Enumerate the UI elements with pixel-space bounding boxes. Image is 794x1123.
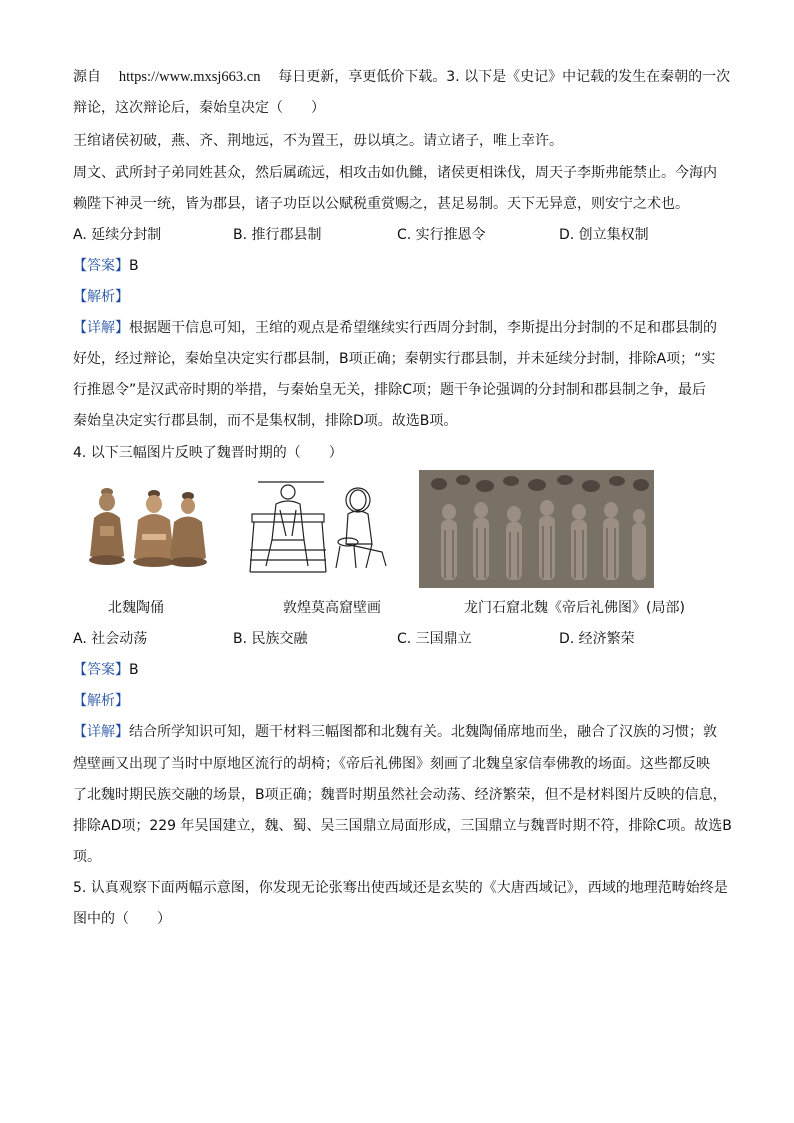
detail-label: 【详解】 bbox=[73, 320, 129, 336]
q3-stem-line-1 bbox=[73, 67, 730, 87]
q4-detail-line-3: 了北魏时期民族交融的场景，B项正确；魏晋时期虽然社会动荡、经济繁荣，但不是材料图片反映的信息， bbox=[73, 787, 727, 803]
q3-analysis-heading bbox=[73, 287, 129, 307]
source-url[interactable]: https://www.mxsj663.cn bbox=[118, 69, 261, 85]
answer-value: B bbox=[129, 258, 139, 274]
q3-option-a: A. 延续分封制 bbox=[73, 227, 162, 243]
q4-option-a: A. 社会动荡 bbox=[73, 631, 148, 647]
caption-figurines: 北魏陶俑 bbox=[108, 600, 164, 616]
q4-stem: 4. 以下三幅图片反映了魏晋时期的（ ） bbox=[73, 445, 343, 461]
q3-detail-line-4: 秦始皇决定实行郡县制，而不是集权制，排除D项。故选B项。 bbox=[73, 413, 458, 429]
q3-option-b: B. 推行郡县制 bbox=[233, 227, 322, 243]
q5-stem-line-1: 5. 认真观察下面两幅示意图，你发现无论张骞出使西域还是玄奘的《大唐西域记》，西域的地理范畴始终是 bbox=[73, 880, 728, 896]
answer-value: B bbox=[129, 662, 139, 678]
analysis-label: 【解析】 bbox=[73, 693, 129, 709]
northern-wei-figurines-image bbox=[80, 478, 210, 570]
answer-label: 【答案】 bbox=[73, 662, 129, 678]
q4-detail-line-5: 项。 bbox=[73, 849, 101, 865]
q3-quote-1: 王绾诸侯初破，燕、齐、荆地远，不为置王，毋以填之。请立诸子，唯上幸许。 bbox=[73, 133, 563, 149]
q3-option-d: D. 创立集权制 bbox=[559, 227, 649, 243]
q4-analysis-heading bbox=[73, 691, 129, 711]
q3-option-c: C. 实行推恩令 bbox=[397, 227, 486, 243]
q4-detail-line-1 bbox=[73, 722, 717, 742]
q3-detail-line-2: 好处，经过辩论，秦始皇决定实行郡县制，B项正确；秦朝实行郡县制，并未延续分封制，排除A项；“实 bbox=[73, 351, 716, 367]
q5-stem-line-2: 图中的（ ） bbox=[73, 911, 171, 927]
caption-longmen: 龙门石窟北魏《帝后礼佛图》(局部) bbox=[464, 600, 685, 616]
q4-detail-line-4: 排除AD项；229 年吴国建立，魏、蜀、吴三国鼎立局面形成，三国鼎立与魏晋时期不符，排除C项。故选B bbox=[73, 818, 732, 834]
q3-quote-2-line-1: 周文、武所封子弟同姓甚众，然后属疏远，相攻击如仇雠，诸侯更相诛伐，周天子李斯弗能禁止。今海内 bbox=[73, 165, 717, 181]
detail-label: 【详解】 bbox=[73, 724, 129, 740]
caption-dunhuang: 敦煌莫高窟壁画 bbox=[283, 600, 381, 616]
longmen-relief-image bbox=[419, 470, 654, 588]
q3-detail-line-3: 行推恩令”是汉武帝时期的举措，与秦始皇无关，排除C项；题干争论强调的分封制和郡县制之争，最后 bbox=[73, 382, 707, 398]
q3-stem-start: 每日更新，享更低价下载。3. 以下是《史记》中记载的发生在秦朝的一次 bbox=[278, 69, 731, 85]
q4-options bbox=[73, 629, 733, 649]
answer-label: 【答案】 bbox=[73, 258, 129, 274]
q3-options bbox=[73, 225, 733, 245]
q3-stem-line-2: 辩论，这次辩论后，秦始皇决定（ ） bbox=[73, 100, 325, 116]
analysis-label: 【解析】 bbox=[73, 289, 129, 305]
q4-option-c: C. 三国鼎立 bbox=[397, 631, 472, 647]
q4-answer bbox=[73, 660, 139, 680]
q3-quote-2-line-2: 赖陛下神灵一统，皆为郡县，诸子功臣以公赋税重赏赐之，甚足易制。天下无异意，则安宁之术也。 bbox=[73, 196, 689, 212]
source-prefix: 源自 bbox=[73, 69, 101, 85]
q4-option-d: D. 经济繁荣 bbox=[559, 631, 635, 647]
dunhuang-mural-drawing-image bbox=[236, 470, 406, 585]
q3-detail-line-1 bbox=[73, 318, 717, 338]
q3-answer bbox=[73, 256, 139, 276]
detail-text: 根据题干信息可知，王绾的观点是希望继续实行西周分封制，李斯提出分封制的不足和郡县制的 bbox=[129, 320, 717, 336]
detail-text: 结合所学知识可知，题干材料三幅图都和北魏有关。北魏陶俑席地而坐，融合了汉族的习惯；敦 bbox=[129, 724, 717, 740]
q4-option-b: B. 民族交融 bbox=[233, 631, 308, 647]
q4-detail-line-2: 煌壁画又出现了当时中原地区流行的胡椅；《帝后礼佛图》刻画了北魏皇家信奉佛教的场面。这些都反映 bbox=[73, 756, 710, 772]
